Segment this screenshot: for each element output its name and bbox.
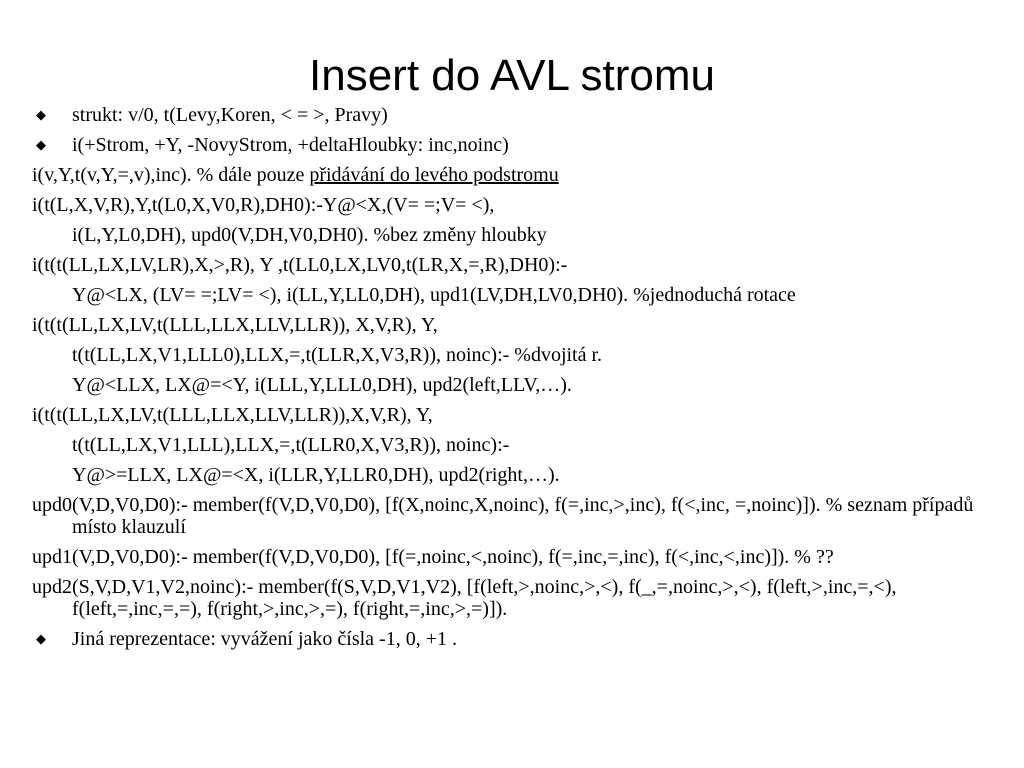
line-text: upd2(S,V,D,V1,V2,noinc):- member(f(S,V,D,V1,V2), [f(left,>,noinc,>,<), f(_,=,noinc,>,<), f(left,>,inc,=,<), f(left,=,inc,=,=), f(right,>,inc,>,=), f(right,=,inc,>,=)]). (32, 576, 897, 620)
diamond-bullet-icon: ◆ (36, 631, 46, 646)
code-line (32, 164, 994, 186)
line-text: Y@>=LLX, LX@=<X, i(LLR,Y,LLR0,DH), upd2(right,…). (72, 464, 560, 486)
code-line-indented (32, 374, 994, 396)
slide-body (32, 104, 994, 658)
bullet-line (32, 104, 994, 126)
code-line (32, 404, 994, 426)
code-line-indented (32, 434, 994, 456)
code-line-indented (32, 344, 994, 366)
line-text: Y@<LLX, LX@=<Y, i(LLL,Y,LLL0,DH), upd2(left,LLV,…). (72, 374, 572, 396)
diamond-bullet-icon: ◆ (36, 137, 46, 152)
code-line (32, 576, 994, 620)
line-text: i(v,Y,t(v,Y,=,v),inc). % dále pouze (32, 164, 310, 186)
code-line-indented (32, 224, 994, 246)
line-text: i(t(t(LL,LX,LV,t(LLL,LLX,LLV,LLR)),X,V,R), Y, (32, 404, 433, 426)
line-text: i(t(t(LL,LX,LV,LR),X,>,R), Y ,t(LL0,LX,LV0,t(LR,X,=,R),DH0):- (32, 254, 568, 276)
line-text: i(+Strom, +Y, -NovyStrom, +deltaHloubky: inc,noinc) (72, 134, 509, 156)
diamond-bullet-icon: ◆ (36, 107, 46, 122)
line-text: i(t(L,X,V,R),Y,t(L0,X,V0,R),DH0):-Y@<X,(V= =;V= <), (32, 194, 495, 216)
line-text: t(t(LL,LX,V1,LLL0),LLX,=,t(LLR,X,V3,R)), noinc):- %dvojitá r. (72, 344, 603, 366)
line-text: strukt: v/0, t(Levy,Koren, < = >, Pravy) (72, 104, 388, 126)
code-line (32, 254, 994, 276)
bullet-line (32, 628, 994, 650)
code-line (32, 494, 994, 538)
line-text: Y@<LX, (LV= =;LV= <), i(LL,Y,LL0,DH), upd1(LV,DH,LV0,DH0). %jednoduchá rotace (72, 284, 796, 306)
underlined-text: přidávání do levého podstromu (309, 164, 559, 186)
code-line (32, 546, 994, 568)
code-line-indented (32, 284, 994, 306)
code-line-indented (32, 464, 994, 486)
slide-title: Insert do AVL stromu (309, 51, 715, 100)
line-text: upd0(V,D,V0,D0):- member(f(V,D,V0,D0), [f(X,noinc,X,noinc), f(=,inc,>,inc), f(<,inc, =,noinc)]). % seznam případů místo klauzulí (32, 494, 974, 538)
line-text: t(t(LL,LX,V1,LLL),LLX,=,t(LLR0,X,V3,R)), noinc):- (72, 434, 510, 456)
line-text: i(t(t(LL,LX,LV,t(LLL,LLX,LLV,LLR)), X,V,R), Y, (32, 314, 438, 336)
line-text: Jiná reprezentace: vyvážení jako čísla -1, 0, +1 . (72, 628, 457, 650)
code-line (32, 194, 994, 216)
bullet-line (32, 134, 994, 156)
line-text: upd1(V,D,V0,D0):- member(f(V,D,V0,D0), [f(=,noinc,<,noinc), f(=,inc,=,inc), f(<,inc,<,inc)]). % ?? (32, 546, 834, 568)
code-line (32, 314, 994, 336)
line-text: i(L,Y,L0,DH), upd0(V,DH,V0,DH0). %bez změny hloubky (72, 224, 547, 246)
